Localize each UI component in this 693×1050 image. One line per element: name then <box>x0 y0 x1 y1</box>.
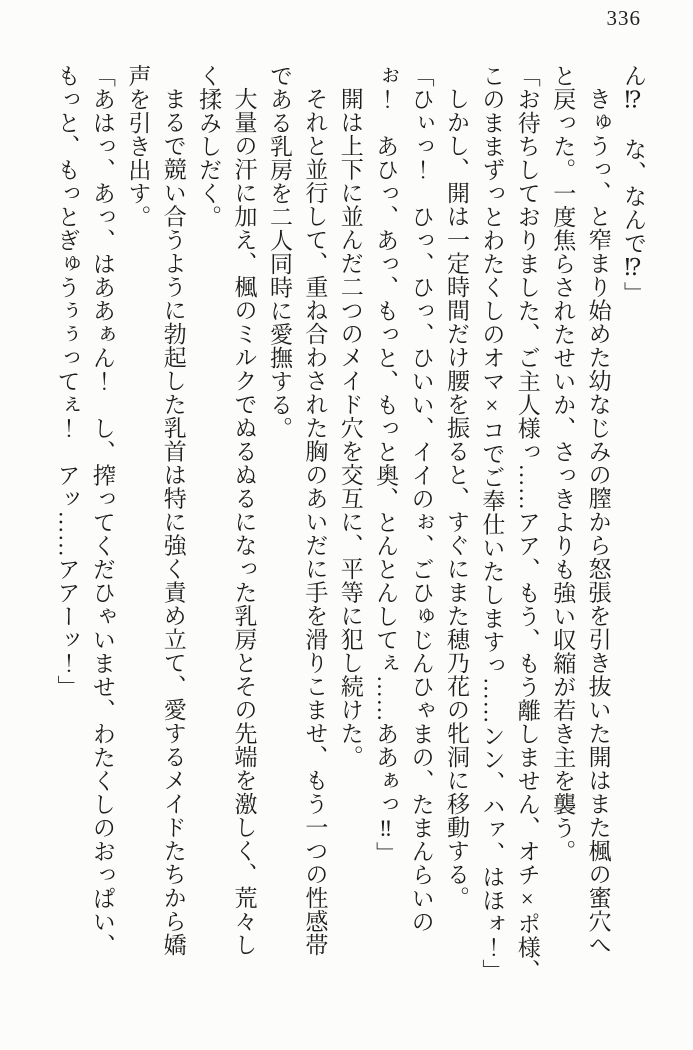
text-line: きゅうっ、と窄まり始めた幼なじみの膣から怒張を引き抜いた開はまた楓の蜜穴へ <box>585 87 611 957</box>
text-line: ん⁉ な、なんで⁉」 <box>621 64 646 305</box>
text-line: 声を引き出す。 <box>125 64 151 229</box>
vertical-text-block <box>36 64 651 1016</box>
text-line: もっと、もっとぎゅうぅぅってぇ！ アッ……アアーッ！」 <box>54 64 80 699</box>
page-number: 336 <box>606 6 641 30</box>
text-line: しかし、開は一定時間だけ腰を振ると、すぐにまた穂乃花の牝洞に移動する。 <box>443 87 469 910</box>
text-line: 大量の汗に加え、楓のミルクでぬるぬるになった乳房とその先端を激しく、荒々し <box>231 87 257 957</box>
text-line: と戻った。一度焦らされたせいか、さっきよりも強い収縮が若き主を襲う。 <box>550 64 576 863</box>
text-line: このままずっとわたくしのオマ×コでご奉仕いたしますっ……ンン、ハァ、はほォ！」 <box>479 64 505 983</box>
text-line: く揉みしだく。 <box>196 64 222 229</box>
text-line: 「ひぃっ！ ひっ、ひっ、ひいい、イイのぉ、ごひゅじんひゃまの、たまんらいの <box>408 64 434 934</box>
text-line: である乳房を二人同時に愛撫する。 <box>266 64 292 440</box>
text-line: ぉ！ あひっ、あっ、もっと、もっと奥、とんとんしてぇ……ああぁっ‼」 <box>373 64 399 865</box>
text-line: 「あはっ、あっ、はああぁん！ し、搾ってくだひゃいませ、わたくしのおっぱい、 <box>89 64 115 957</box>
text-line: 「お待ちしておりました、ご主人様っ……アア、もう、もう離しません、オチ×ポ様、 <box>514 64 540 983</box>
text-line: それと並行して、重ね合わされた胸のあいだに手を滑りこませ、もう一つの性感帯 <box>302 87 328 957</box>
text-line: まるで競い合うように勃起した乳首は特に強く責め立て、愛するメイドたちから嬌 <box>160 87 186 957</box>
text-line: 開は上下に並んだ二つのメイド穴を交互に、平等に犯し続けた。 <box>337 87 363 769</box>
